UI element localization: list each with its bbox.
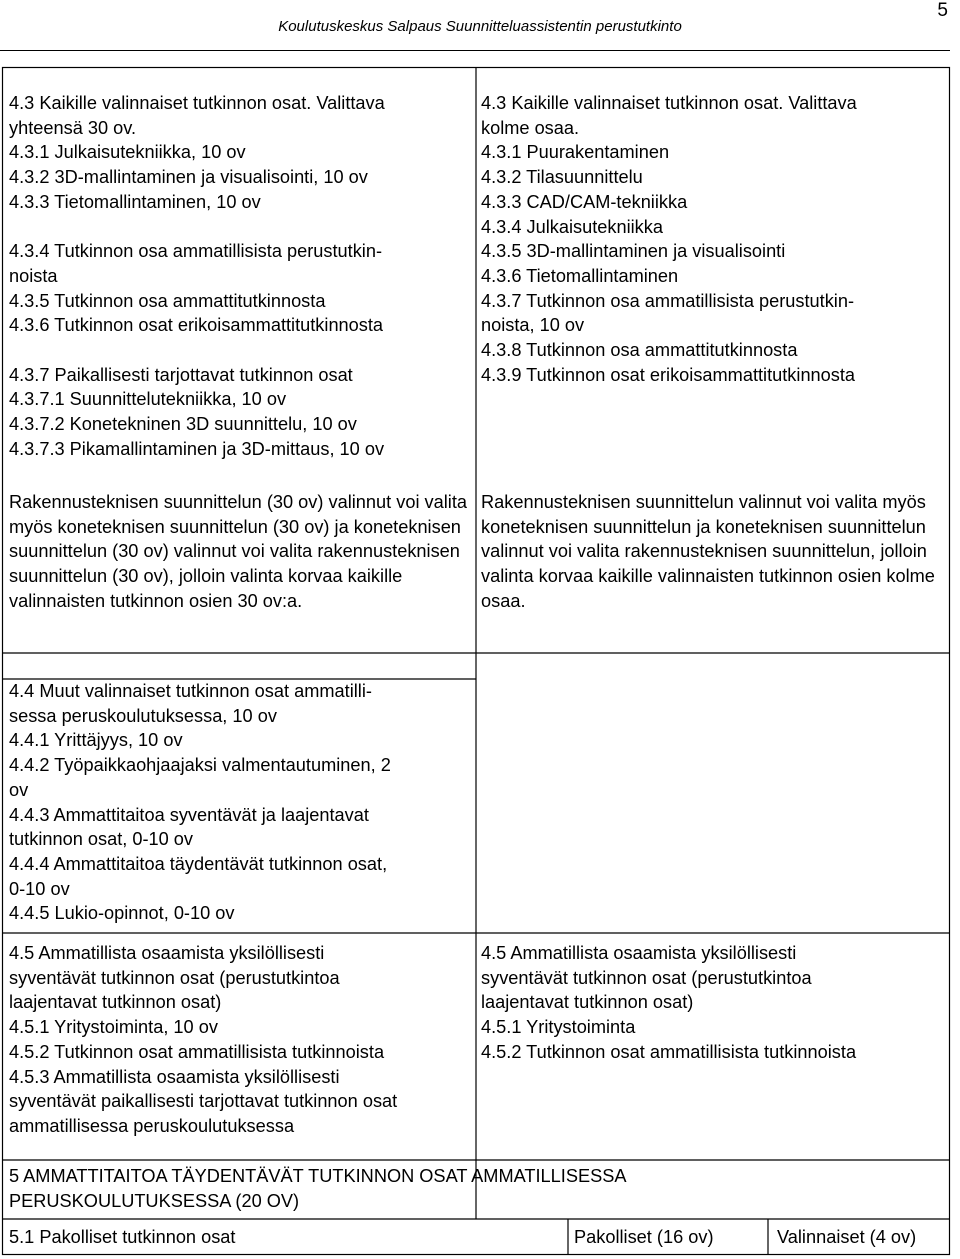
left-cell-4-3 — [9, 91, 471, 462]
text-line: 4.3.9 Tutkinnon osat erikoisammattitutkinnosta — [481, 364, 856, 385]
text-line: 4.3.6 Tutkinnon osat erikoisammattitutkinnosta — [9, 315, 384, 336]
text-line: 4.4.5 Lukio-opinnot, 0-10 ov — [9, 903, 235, 924]
text-line: 4.4.2 Työpaikkaohjaajaksi valmentautuminen, 2 — [9, 755, 391, 776]
mandatory-cell: Pakolliset (16 ov) — [574, 1227, 714, 1247]
text-line: 4.3.7.2 Konetekninen 3D suunnittelu, 10 ov — [9, 414, 357, 435]
text-line: 4.3.2 Tilasuunnittelu — [481, 167, 643, 188]
text-line: noista, 10 ov — [481, 315, 585, 336]
text-line: kolme osaa. — [481, 117, 580, 138]
text-line: syventävät paikallisesti tarjottavat tutkinnon osat — [9, 1091, 398, 1112]
text-line: laajentavat tutkinnon osat) — [9, 992, 222, 1013]
text-line: 4.3.7.1 Suunnittelutekniikka, 10 ov — [9, 389, 287, 410]
text-line: 0-10 ov — [9, 878, 70, 899]
text-line: 4.3 Kaikille valinnaiset tutkinnon osat. Valittava — [9, 93, 385, 113]
heading-line: 5 AMMATTITAITOA TÄYDENTÄVÄT TUTKINNON OSAT AMMATILLISESSA — [9, 1166, 627, 1186]
text-line: 4.3.1 Julkaisutekniikka, 10 ov — [9, 142, 246, 163]
page-number: 5 — [937, 0, 948, 21]
optional-cell: Valinnaiset (4 ov) — [777, 1227, 917, 1247]
text-line: 4.3.7 Tutkinnon osa ammatillisista perustutkin- — [481, 290, 855, 311]
text-line: 4.3.6 Tietomallintaminen — [481, 265, 679, 286]
text-line: 4.5.3 Ammatillista osaamista yksilöllisesti — [9, 1066, 340, 1087]
text-line: 4.5.1 Yritystoiminta, 10 ov — [9, 1017, 218, 1038]
text-line: ov — [9, 779, 29, 800]
text-line: 4.5.1 Yritystoiminta — [481, 1017, 636, 1038]
text-line: noista — [9, 265, 58, 286]
text-line: 4.3.8 Tutkinnon osa ammattitutkinnosta — [481, 340, 798, 361]
text-line: 4.3.5 3D-mallintaminen ja visualisointi — [481, 241, 786, 262]
text-line: sessa peruskoulutuksessa, 10 ov — [9, 705, 277, 726]
text-line: syventävät tutkinnon osat (perustutkintoa — [9, 967, 340, 988]
text-line: 4.5 Ammatillista osaamista yksilöllisesti — [481, 943, 797, 963]
section-5-1-label: 5.1 Pakolliset tutkinnon osat — [9, 1227, 236, 1247]
text-line: 4.3.3 Tietomallintaminen, 10 ov — [9, 191, 261, 212]
left-note-4-3: Rakennusteknisen suunnittelun (30 ov) valinnut voi valita myös koneteknisen suunnittelun (30 ov) ja koneteknisen suunnittelun (30 ov) valinnut voi valita rakennusteknisen suunnittelun (30 ov), jolloin valinta korvaa kaikille valinnaisten tutkinnon osien 30 ov:a. — [9, 492, 467, 611]
text-line: 4.4.3 Ammattitaitoa syventävät ja laajentavat — [9, 804, 369, 825]
section-5-heading — [9, 1164, 944, 1213]
right-note-4-3: Rakennusteknisen suunnittelun valinnut voi valita myös koneteknisen suunnittelun ja koneteknisen suunnittelun valinnut voi valita rakennusteknisen suunnittelun, jolloin valinta korvaa kaikille valinnaisten tutkinnon osien kolme osaa. — [481, 492, 935, 611]
text-line: 4.3.2 3D-mallintaminen ja visualisointi, 10 ov — [9, 167, 368, 188]
right-cell-4-3 — [481, 91, 946, 387]
text-line: 4.4 Muut valinnaiset tutkinnon osat ammatilli- — [9, 681, 372, 701]
text-line: 4.5.2 Tutkinnon osat ammatillisista tutkinnoista — [9, 1041, 385, 1062]
text-line: 4.5 Ammatillista osaamista yksilöllisesti — [9, 943, 325, 963]
text-line: 4.3.4 Julkaisutekniikka — [481, 216, 663, 237]
text-line: 4.5.2 Tutkinnon osat ammatillisista tutkinnoista — [481, 1041, 857, 1062]
text-line: 4.3.1 Puurakentaminen — [481, 142, 670, 163]
left-cell-4-5 — [9, 941, 471, 1139]
text-line: 4.3.4 Tutkinnon osa ammatillisista perustutkin- — [9, 241, 383, 262]
text-line: syventävät tutkinnon osat (perustutkintoa — [481, 967, 812, 988]
text-line: laajentavat tutkinnon osat) — [481, 992, 694, 1013]
text-line: tutkinnon osat, 0-10 ov — [9, 829, 194, 850]
text-line: 4.3.5 Tutkinnon osa ammattitutkinnosta — [9, 290, 326, 311]
heading-line: PERUSKOULUTUKSESSA (20 OV) — [9, 1190, 300, 1211]
text-line: 4.4.1 Yrittäjyys, 10 ov — [9, 730, 183, 751]
text-line: 4.3.7 Paikallisesti tarjottavat tutkinnon osat — [9, 364, 353, 385]
text-line: 4.3.7.3 Pikamallintaminen ja 3D-mittaus, 10 ov — [9, 438, 385, 459]
text-line: 4.4.4 Ammattitaitoa täydentävät tutkinnon osat, — [9, 853, 388, 874]
text-line: 4.3.3 CAD/CAM-tekniikka — [481, 191, 688, 212]
text-line: yhteensä 30 ov. — [9, 117, 137, 138]
header-title: Koulutuskeskus Salpaus Suunnitteluassistentin perustutkinto — [278, 18, 682, 35]
text-line: ammatillisessa peruskoulutuksessa — [9, 1115, 295, 1136]
text-line: 4.3 Kaikille valinnaiset tutkinnon osat. Valittava — [481, 93, 857, 113]
right-cell-4-5 — [481, 941, 946, 1065]
left-cell-4-4 — [9, 679, 471, 926]
